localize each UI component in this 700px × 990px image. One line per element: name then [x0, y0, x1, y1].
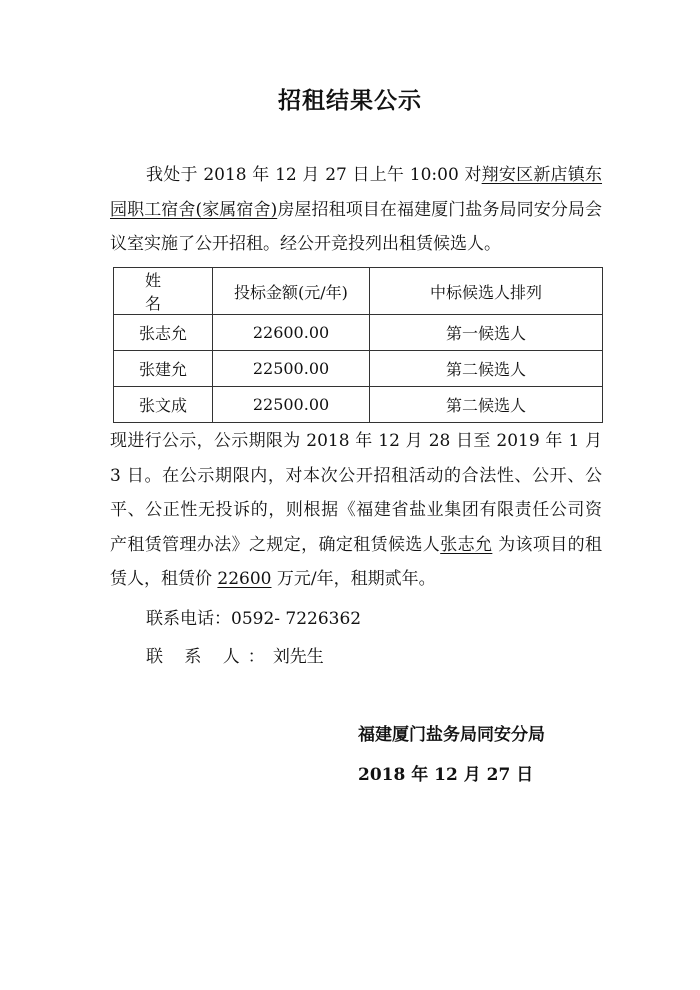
cell-amount: 22500.00 — [213, 387, 370, 423]
table-row — [114, 351, 603, 387]
winner-name: 张志允 — [440, 534, 493, 555]
result-paragraph — [110, 424, 602, 597]
header-rank: 中标候选人排列 — [370, 268, 603, 315]
signature-date: 2018 年 12 月 27 日 — [358, 765, 534, 785]
contact-phone — [146, 604, 361, 634]
cell-rank: 第二候选人 — [370, 387, 603, 423]
page-title: 招租结果公示 — [278, 88, 422, 114]
table-header-row — [114, 268, 603, 315]
person-label: 联 系 人： — [146, 647, 273, 667]
header-bid-amount: 投标金额(元/年) — [213, 268, 370, 315]
signature-org: 福建厦门盐务局同安分局 — [358, 725, 545, 745]
phone-label: 联系电话： — [146, 609, 231, 629]
cell-name: 张建允 — [114, 351, 213, 387]
cell-amount: 22500.00 — [213, 351, 370, 387]
person-name: 刘先生 — [272, 647, 324, 667]
bid-results-table — [113, 267, 603, 423]
lease-price: 22600 — [217, 569, 272, 589]
header-name: 姓 名 — [114, 268, 213, 315]
cell-name: 张志允 — [114, 315, 213, 351]
result-text-1: 现进行公示，公示期限为 2018 年 12 月 28 日至 2019 年 1 月 3 日。在公示期限内，对本次公开招租活动的合法性、公开、公平、公正性无投诉的，则根据《福建省盐业集团有限责任公司资产租赁管理办法》之规定，确定租赁候选人 — [110, 431, 602, 555]
table-row — [114, 387, 603, 423]
cell-rank: 第二候选人 — [370, 351, 603, 387]
cell-name: 张文成 — [114, 387, 213, 423]
cell-rank: 第一候选人 — [370, 315, 603, 351]
contact-person — [146, 642, 324, 672]
cell-amount: 22600.00 — [213, 315, 370, 351]
result-text-3: 万元/年，租期贰年。 — [271, 569, 436, 589]
result-text-2: 为该项目的租赁人，租赁价 — [110, 534, 603, 589]
project-name: 翔安区新店镇东园职工宿舍(家属宿舍) — [110, 165, 603, 220]
phone-number: 0592- 7226362 — [231, 609, 362, 629]
intro-paragraph — [110, 158, 602, 262]
intro-text-2: 房屋招租项目在福建厦门盐务局同安分局会议室实施了公开招租。经公开竞投列出租赁候选人。 — [110, 199, 603, 254]
table-row — [114, 315, 603, 351]
intro-text-1: 我处于 2018 年 12 月 27 日上午 10:00 对 — [146, 165, 482, 185]
